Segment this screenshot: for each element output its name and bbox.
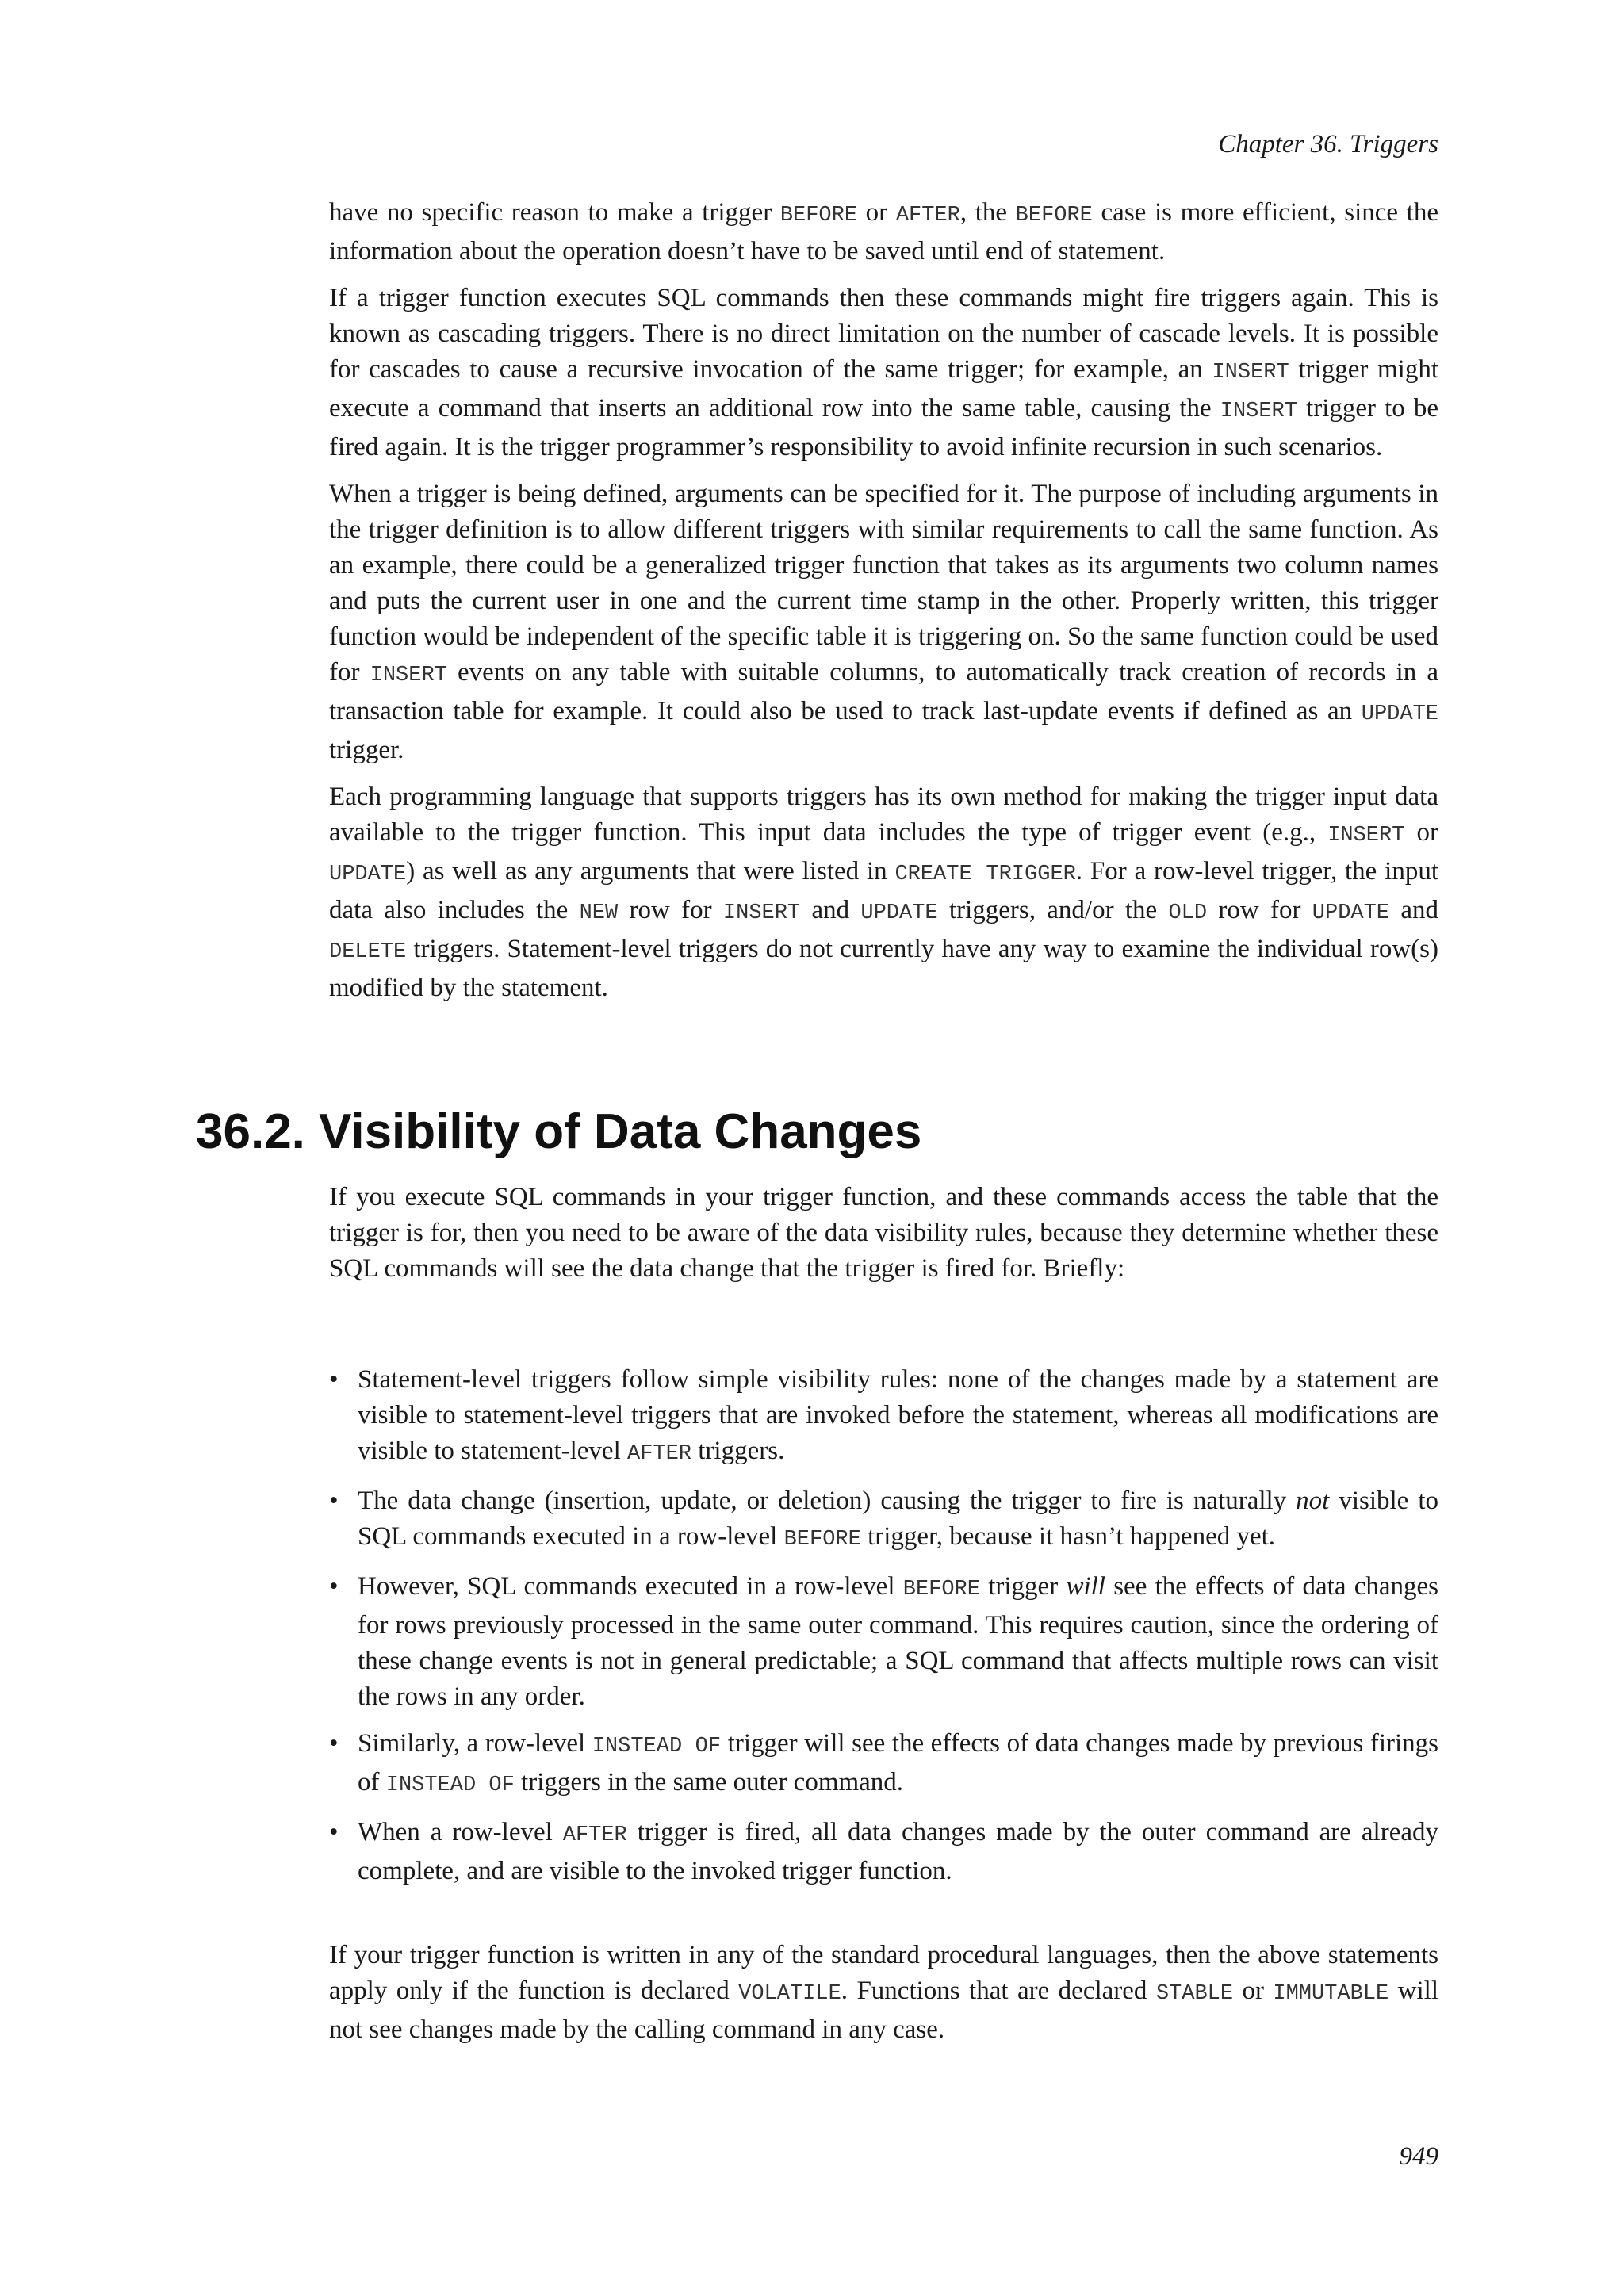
paragraph-procedural-languages: If your trigger function is written in any of the standard procedural languages, then the above statements apply only if the function is declared VOLATILE. Functions that are declared STABLE or IMMUTABLE will not see changes made by the calling command in any case. [329,1941,1438,2044]
page-number: 949 [1399,2142,1438,2171]
code-keyword: DELETE [329,940,407,964]
code-keyword: UPDATE [329,863,407,886]
code-keyword: OLD [1168,901,1208,925]
code-keyword: AFTER [562,1823,627,1847]
code-keyword: VOLATILE [738,1982,841,2006]
list-item: • The data change (insertion, update, or deletion) causing the trigger to fire is naturally not visible to SQL commands executed in a row-level BEFORE trigger, because it hasn’t happened yet. [329,1483,1438,1558]
code-keyword: BEFORE [902,1578,980,1601]
code-keyword: AFTER [895,204,960,228]
code-keyword: NEW [579,901,619,925]
code-keyword: UPDATE [860,901,938,925]
code-keyword: BEFORE [783,1528,861,1552]
code-keyword: INSTEAD OF [592,1735,722,1758]
code-keyword: INSERT [1212,361,1289,385]
paragraph-trigger-input-data: Each programming language that supports triggers has its own method for making the trigger input data available to the trigger function. This input data includes the type of trigger event (e.g., INSERT or UPDATE) as well as any arguments that were listed in CREATE TRIGGER. For a row-level trigger, the input data also includes the NEW row for INSERT and UPDATE triggers, and/or the OLD row for UPDATE and DELETE triggers. Statement-level triggers do not currently have any way to examine the individual row(s) modified by the statement. [329,783,1438,1002]
paragraph-cascading-triggers: If a trigger function executes SQL commands then these commands might fire triggers again. This is known as cascading triggers. There is no direct limitation on the number of cascade levels. It is possible for cascades to cause a recursive invocation of the same trigger; for example, an INSERT trigger might execute a command that inserts an additional row into the same table, causing the INSERT trigger to be fired again. It is the trigger programmer’s responsibility to avoid infinite recursion in such scenarios. [329,284,1439,461]
code-keyword: INSERT [370,664,447,687]
emphasis-text: not [1296,1487,1330,1515]
bullet-icon: • [329,1572,339,1601]
bullet-icon: • [329,1818,339,1846]
visibility-rules-list [329,1362,1438,1889]
list-item: • However, SQL commands executed in a row-level BEFORE trigger will see the effects of data changes for rows previously processed in the same outer command. This requires caution, since the ordering of these change events is not in general predictable; a SQL command that affects multiple rows can visit the rows in any order. [329,1569,1438,1715]
list-item: • Statement-level triggers follow simple visibility rules: none of the changes made by a statement are visible to statement-level triggers that are invoked before the statement, whereas all modifications are visible to statement-level AFTER triggers. [329,1362,1438,1472]
list-item: • When a row-level AFTER trigger is fired, all data changes made by the outer command are already complete, and are visible to the invoked trigger function. [329,1815,1438,1889]
bullet-icon: • [329,1729,339,1758]
emphasis-text: will [1066,1572,1105,1601]
bullet-icon: • [329,1487,339,1515]
paragraph-trigger-efficiency: have no specific reason to make a trigger BEFORE or AFTER, the BEFORE case is more efficient, since the information about the operation doesn’t have to be saved until end of statement. [329,198,1438,266]
code-keyword: IMMUTABLE [1273,1982,1389,2006]
running-header: Chapter 36. Triggers [1218,130,1438,159]
closing-block [329,1938,1438,2048]
code-keyword: INSERT [1327,824,1405,848]
code-keyword: UPDATE [1361,702,1438,726]
section-title: 36.2. Visibility of Data Changes [196,1104,922,1159]
bullet-icon: • [329,1365,339,1394]
section-intro-block [329,1180,1438,1287]
code-keyword: AFTER [627,1442,692,1466]
paragraph-trigger-arguments: When a trigger is being defined, arguments can be specified for it. The purpose of including arguments in the trigger definition is to allow different triggers with similar requirements to call the same function. As an example, there could be a generalized trigger function that takes as its arguments two column names and puts the current user in one and the current time stamp in the other. Properly written, this trigger function would be independent of the specific table it is triggering on. So the same function could be used for INSERT events on any table with suitable columns, to automatically track creation of records in a transaction table for example. It could also be used to track last-update events if defined as an UPDATE trigger. [329,480,1439,764]
paragraph-visibility-intro: If you execute SQL commands in your trigger function, and these commands access the table that the trigger is for, then you need to be aware of the data visibility rules, because they determine whether these SQL commands will see the data change that the trigger is fired for. Briefly: [329,1183,1438,1283]
code-keyword: BEFORE [1015,204,1093,228]
intro-block [329,195,1438,1006]
code-keyword: STABLE [1155,1982,1234,2006]
code-keyword: CREATE TRIGGER [894,863,1076,886]
code-keyword: INSERT [722,901,801,925]
code-keyword: INSERT [1220,400,1297,423]
code-keyword: INSTEAD OF [385,1774,515,1797]
code-keyword: UPDATE [1312,901,1390,925]
code-keyword: BEFORE [779,204,858,228]
list-item: • Similarly, a row-level INSTEAD OF trigger will see the effects of data changes made by previous firings of INSTEAD OF triggers in the same outer command. [329,1726,1438,1804]
